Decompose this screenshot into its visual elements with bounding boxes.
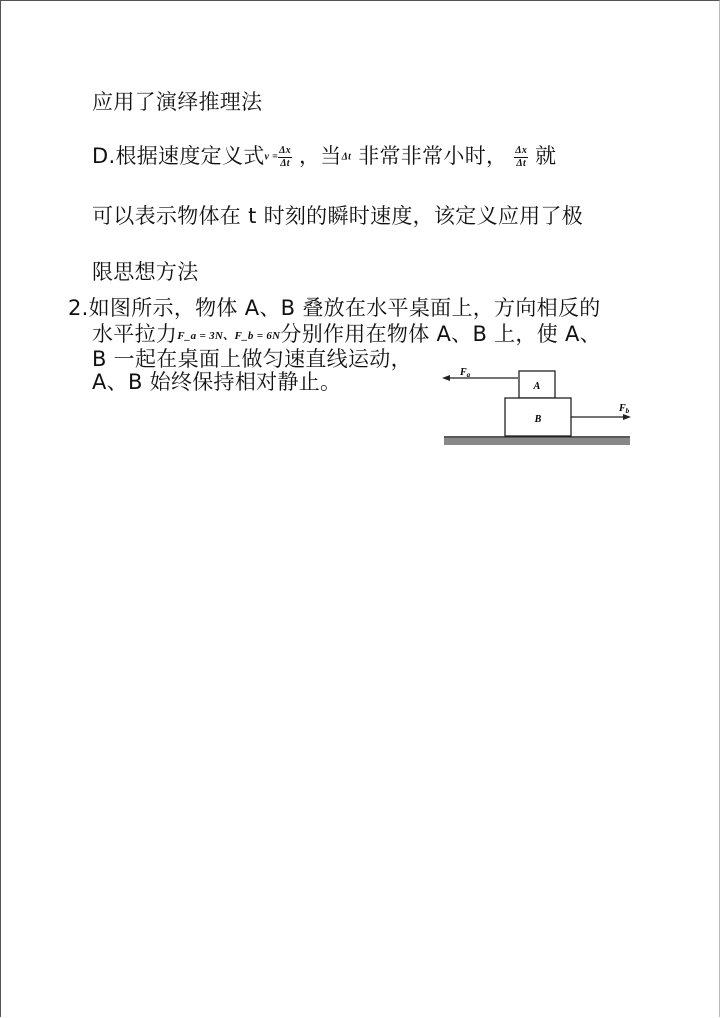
option-d-line1 xyxy=(92,140,556,170)
velocity-fraction-2 xyxy=(514,146,528,169)
question-2-line2-prefix: 水平拉力 xyxy=(92,322,178,346)
option-c-tail: 应用了演绎推理法 xyxy=(92,90,263,114)
force-a-label: $F_a$ xyxy=(460,367,471,379)
option-d-line2: 可以表示物体在 t 时刻的瞬时速度，该定义应用了极 xyxy=(92,204,584,228)
question-2-line1: 2.如图所示，物体 A、B 叠放在水平桌面上，方向相反的 xyxy=(68,296,601,320)
velocity-fraction xyxy=(278,146,292,169)
force-diagram xyxy=(440,364,640,448)
force-a-arrowhead xyxy=(442,375,450,381)
velocity-formula-lhs: v = xyxy=(264,151,279,163)
fraction2-numerator: Δx xyxy=(515,144,528,156)
option-d-prefix: D.根据速度定义式 xyxy=(92,144,265,168)
block-b-label: B xyxy=(534,414,542,425)
block-a-label: A xyxy=(533,381,541,392)
fraction2-denominator: Δt xyxy=(516,157,527,169)
delta-t: Δt xyxy=(341,151,352,163)
force-values: F_a = 3N、F_b = 6N xyxy=(177,330,281,342)
force-b-label: $F_b$ xyxy=(619,403,630,415)
question-2-line2-suffix: 分别作用在物体 A、B 上，使 A、 xyxy=(280,322,601,346)
table-hatching xyxy=(444,438,630,445)
fraction-numerator: Δx xyxy=(279,144,291,156)
question-2-line4: A、B 始终保持相对静止。 xyxy=(92,370,342,394)
option-d-end: 就 xyxy=(535,144,557,168)
question-2-line3: B 一起在桌面上做匀速直线运动， xyxy=(92,347,412,371)
option-d-mid2: 非常非常小时， xyxy=(358,144,508,168)
fraction-denominator: Δt xyxy=(280,157,290,169)
option-d-mid1: ，当 xyxy=(298,144,342,168)
option-d-line3: 限思想方法 xyxy=(92,260,199,284)
